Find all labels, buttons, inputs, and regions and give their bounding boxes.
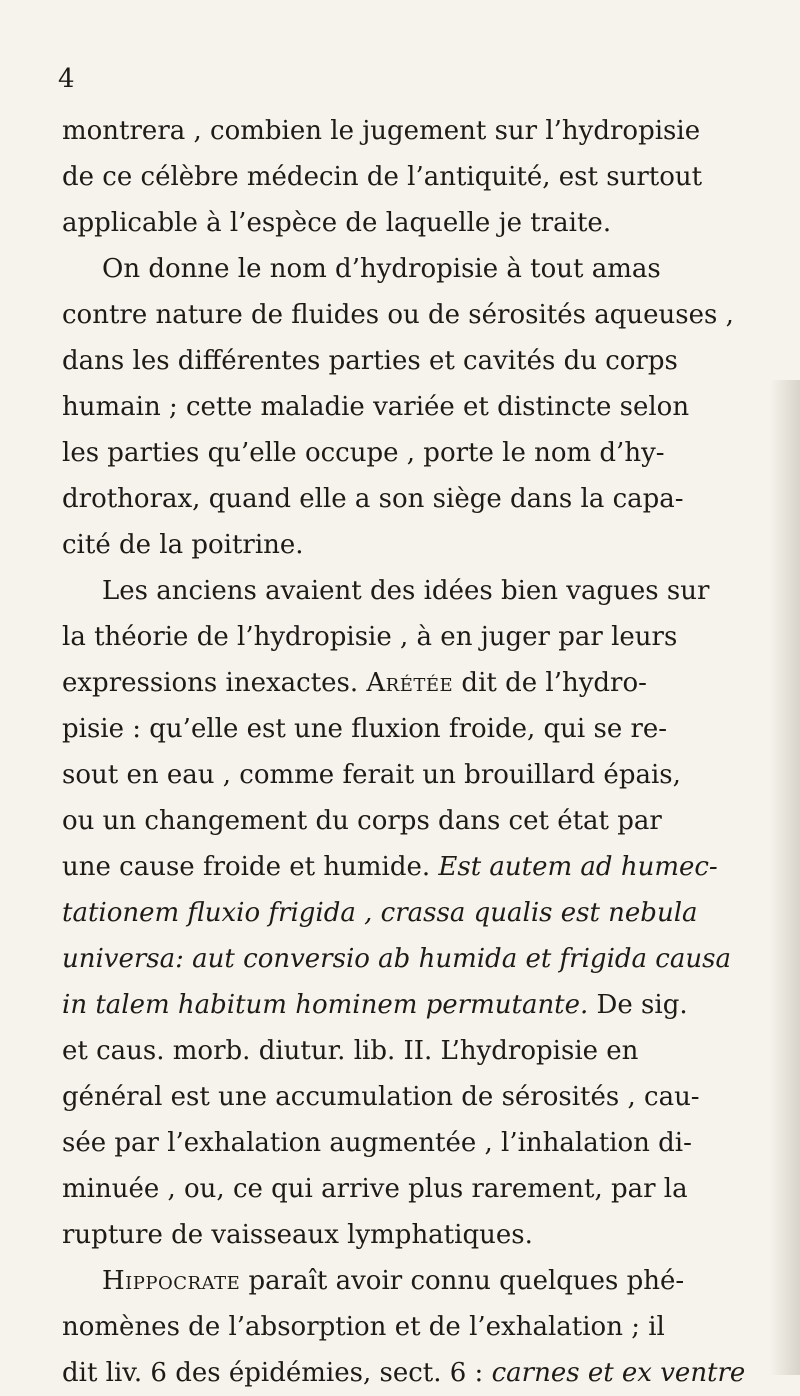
text-span: sout en eau , comme ferait un brouillard épais, — [62, 760, 681, 790]
text-span: et caus. morb. diutur. lib. II. L’hydropisie en — [62, 1036, 639, 1066]
text-span: une cause froide et humide. — [62, 852, 439, 882]
text-line — [62, 154, 752, 200]
text-line — [62, 1074, 752, 1120]
latin-quote-text: tationem fluxio frigida , crassa qualis est nebula — [62, 898, 698, 928]
text-span: la théorie de l’hydropisie , à en juger par leurs — [62, 622, 678, 652]
text-span: pisie : qu’elle est une fluxion froide, qui se re- — [62, 714, 668, 744]
text-line — [62, 1304, 752, 1350]
text-line — [62, 936, 752, 982]
text-span: ou un changement du corps dans cet état par — [62, 806, 662, 836]
text-line — [62, 844, 752, 890]
text-span: humain ; cette maladie variée et distincte selon — [62, 392, 690, 422]
author-name: Arétée — [366, 668, 454, 698]
latin-quote-text: Est autem ad humec- — [438, 852, 718, 882]
text-span: sée par l’exhalation augmentée , l’inhalation di- — [62, 1128, 692, 1158]
text-line — [62, 752, 752, 798]
text-line — [62, 568, 752, 614]
text-line — [62, 200, 752, 246]
latin-quote-text: universa: aut conversio ab humida et frigida causa — [62, 944, 731, 974]
text-line — [62, 246, 752, 292]
text-line — [62, 338, 752, 384]
text-span: dit de l’hydro- — [453, 668, 647, 698]
text-line — [62, 1258, 752, 1304]
text-span: dans les différentes parties et cavités du corps — [62, 346, 678, 376]
text-span: De sig. — [588, 990, 688, 1020]
text-span: Les anciens avaient des idées bien vagues sur — [102, 576, 710, 606]
latin-quote-text: carnes et ex ventre — [491, 1358, 746, 1388]
text-span: de ce célèbre médecin de l’antiquité, est surtout — [62, 162, 703, 192]
text-span: nomènes de l’absorption et de l’exhalation ; il — [62, 1312, 665, 1342]
text-span: On donne le nom d’hydropisie à tout amas — [102, 254, 661, 284]
text-line — [62, 1350, 752, 1396]
text-line — [62, 476, 752, 522]
text-line — [62, 1028, 752, 1074]
page-edge-shadow — [770, 380, 800, 1375]
text-span: paraît avoir connu quelques phé- — [240, 1266, 685, 1296]
text-span: dit liv. 6 des épidémies, sect. 6 : — [62, 1358, 492, 1388]
text-line — [62, 614, 752, 660]
body-text — [62, 108, 752, 1396]
page-number: 4 — [58, 64, 75, 94]
text-span: cité de la poitrine. — [62, 530, 304, 560]
text-span: les parties qu’elle occupe , porte le nom d’hy- — [62, 438, 665, 468]
text-span: drothorax, quand elle a son siège dans la capa- — [62, 484, 684, 514]
text-line — [62, 982, 752, 1028]
text-span: contre nature de fluides ou de sérosités aqueuses , — [62, 300, 734, 330]
text-span: expressions inexactes. — [62, 668, 367, 698]
text-line — [62, 1212, 752, 1258]
text-line — [62, 108, 752, 154]
text-line — [62, 706, 752, 752]
text-line — [62, 430, 752, 476]
text-line — [62, 522, 752, 568]
text-span: rupture de vaisseaux lymphatiques. — [62, 1220, 533, 1250]
text-line — [62, 890, 752, 936]
text-line — [62, 798, 752, 844]
text-line — [62, 1120, 752, 1166]
text-span: minuée , ou, ce qui arrive plus rarement, par la — [62, 1174, 688, 1204]
text-line — [62, 660, 752, 706]
text-line — [62, 384, 752, 430]
text-span: montrera , combien le jugement sur l’hydropisie — [62, 116, 701, 146]
text-span: applicable à l’espèce de laquelle je traite. — [62, 208, 612, 238]
text-line — [62, 292, 752, 338]
text-span: général est une accumulation de sérosités , cau- — [62, 1082, 700, 1112]
text-line — [62, 1166, 752, 1212]
latin-quote-text: in talem habitum hominem permutante. — [62, 990, 589, 1020]
author-name: Hippocrate — [102, 1266, 241, 1296]
